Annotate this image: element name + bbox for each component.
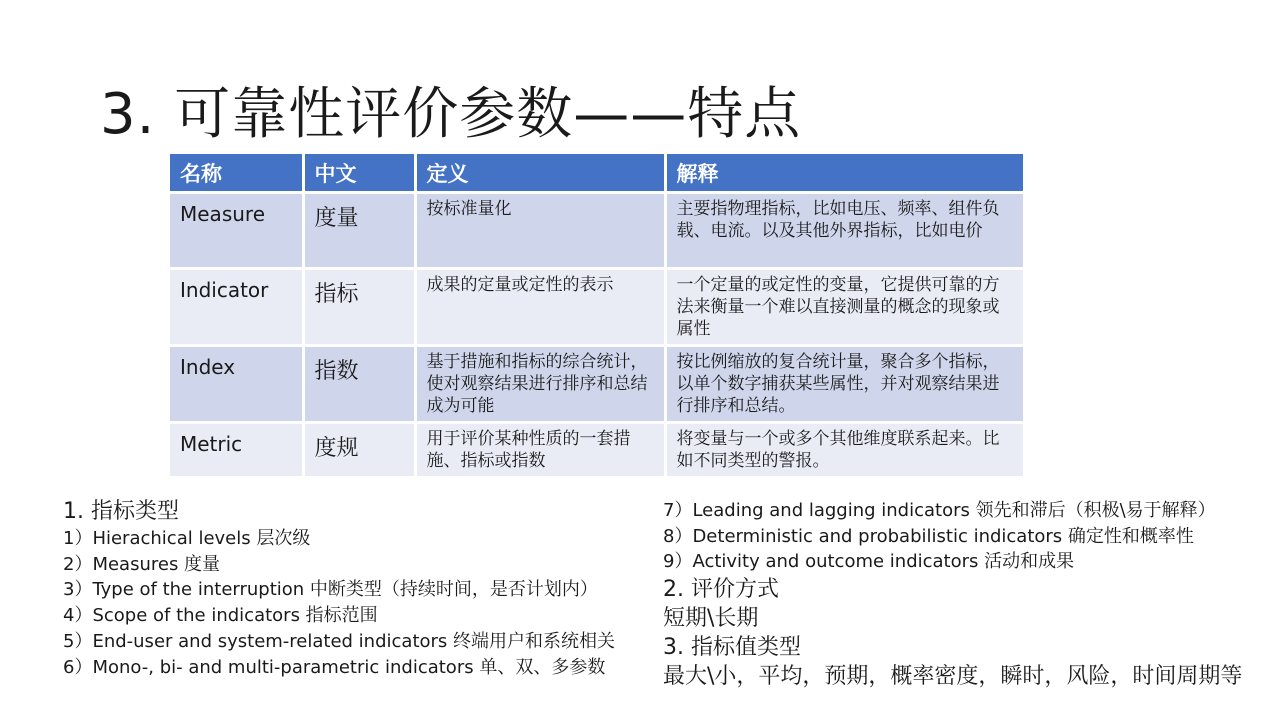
list-item: 6）Mono-, bi- and multi-parametric indicators 单、双、多参数 (63, 656, 606, 678)
row-explanation: 主要指物理指标，比如电压、频率、组件负载、电流。以及其他外界指标，比如电价 (665, 193, 1024, 269)
header-explanation: 解释 (665, 154, 1024, 193)
row-name: Index (170, 346, 303, 423)
row-chinese: 指数 (303, 346, 415, 423)
right-column (663, 498, 1263, 691)
table-row (170, 423, 1024, 478)
row-definition: 成果的定量或定性的表示 (415, 269, 665, 346)
list-item: 1）Hierachical levels 层次级 (63, 528, 311, 549)
indicator-types-section (63, 498, 653, 680)
indicator-types-heading: 1. 指标类型 (63, 499, 179, 524)
evaluation-method-text: 短期\长期 (663, 606, 759, 632)
evaluation-method-heading: 2. 评价方式 (663, 577, 779, 603)
row-chinese: 度规 (303, 423, 415, 478)
header-chinese: 中文 (303, 154, 415, 193)
row-definition: 用于评价某种性质的一套措施、指标或指数 (415, 423, 665, 478)
row-chinese: 指标 (303, 269, 415, 346)
list-item: 2）Measures 度量 (63, 553, 221, 575)
row-chinese: 度量 (303, 193, 415, 269)
header-name: 名称 (170, 154, 303, 193)
list-item: 3）Type of the interruption 中断类型（持续时间，是否计划内） (63, 579, 598, 601)
row-name: Metric (170, 423, 303, 478)
list-item: 9）Activity and outcome indicators 活动和成果 (663, 551, 1075, 573)
value-types-text: 最大\小，平均，预期，概率密度，瞬时，风险，时间周期等 (663, 664, 1243, 690)
table-row (170, 346, 1024, 423)
row-definition: 按标准量化 (415, 193, 665, 269)
row-explanation: 将变量与一个或多个其他维度联系起来。比如不同类型的警报。 (665, 423, 1024, 478)
list-item: 8）Deterministic and probabilistic indicators 确定性和概率性 (663, 525, 1194, 547)
row-definition: 基于措施和指标的综合统计，使对观察结果进行排序和总结成为可能 (415, 346, 665, 423)
list-item: 7）Leading and lagging indicators 领先和滞后（积极\易于解释） (663, 500, 1216, 521)
row-explanation: 按比例缩放的复合统计量，聚合多个指标，以单个数字捕获某些属性，并对观察结果进行排序和总结。 (665, 346, 1024, 423)
parameters-table (170, 154, 1026, 479)
table-row (170, 269, 1024, 346)
list-item: 4）Scope of the indicators 指标范围 (63, 605, 378, 627)
row-explanation: 一个定量的或定性的变量，它提供可靠的方法来衡量一个难以直接测量的概念的现象或属性 (665, 269, 1024, 346)
row-name: Measure (170, 193, 303, 269)
table-row (170, 193, 1024, 269)
header-definition: 定义 (415, 154, 665, 193)
row-name: Indicator (170, 269, 303, 346)
table-header-row (170, 154, 1024, 193)
slide-title: 3. 可靠性评价参数——特点 (100, 82, 802, 147)
value-types-heading: 3. 指标值类型 (663, 635, 801, 661)
list-item: 5）End-user and system-related indicators 终端用户和系统相关 (63, 630, 616, 652)
